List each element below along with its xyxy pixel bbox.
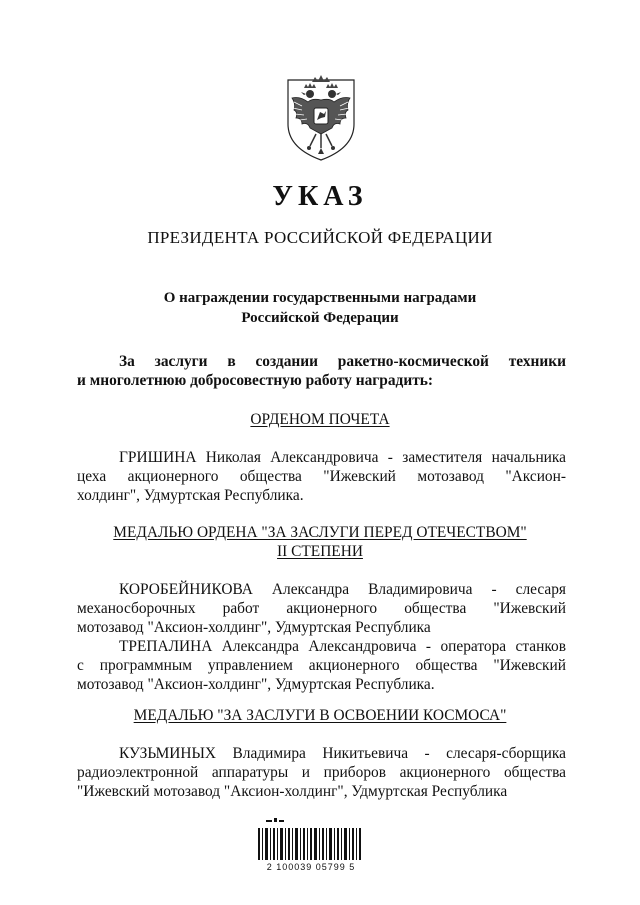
- award-title-text: МЕДАЛЬЮ "ЗА ЗАСЛУГИ В ОСВОЕНИИ КОСМОСА": [133, 707, 507, 724]
- barcode-number: 2 100039 05799 5: [246, 862, 376, 872]
- award-title-fatherland-medal: [60, 523, 580, 561]
- heading-line: О награждении государственными наградами: [163, 290, 477, 306]
- recipient-line: ТРЕПАЛИНА Александра Александровича - оператора станков: [119, 638, 566, 655]
- award-title-text: МЕДАЛЬЮ ОРДЕНА "ЗА ЗАСЛУГИ ПЕРЕД ОТЕЧЕСТВОМ": [113, 524, 527, 541]
- award-title-order-of-honor: [60, 410, 580, 429]
- recipient-line: ГРИШИНА Николая Александровича - заместителя начальника: [119, 449, 566, 466]
- intro-line: и многолетнюю добросовестную работу наградить:: [77, 372, 434, 389]
- recipient-line: с программным управлением акционерного общества "Ижевский: [77, 657, 566, 674]
- recipient-line: холдинг", Удмуртская Республика.: [77, 487, 304, 504]
- coat-of-arms-icon: [282, 72, 360, 162]
- heading-line: Российской Федерации: [241, 310, 399, 326]
- recipient-line: радиоэлектронной аппаратуры и приборов акционерного общества: [77, 764, 566, 781]
- decree-heading: [80, 288, 560, 328]
- recipient-line: мотозавод "Аксион-холдинг", Удмуртская Республика: [77, 619, 431, 636]
- intro-line: За заслуги в создании ракетно-космической техники: [119, 353, 566, 370]
- document-title: УКАЗ: [272, 181, 368, 212]
- recipient-line: мотозавод "Аксион-холдинг", Удмуртская Республика.: [77, 676, 435, 693]
- recipient-line: "Ижевский мотозавод "Аксион-холдинг", Удмуртская Республика: [77, 783, 508, 800]
- recipient-line: КОРОБЕЙНИКОВА Александра Владимировича - слесаря: [119, 581, 566, 598]
- recipient-line: механосборочных работ акционерного общества "Ижевский: [77, 600, 566, 617]
- award-title-text: II СТЕПЕНИ: [277, 543, 363, 560]
- recipient-line: цеха акционерного общества "Ижевский мотозавод "Аксион-: [77, 468, 566, 485]
- recipient-paragraph: [77, 448, 566, 505]
- award-title-space-medal: [60, 706, 580, 725]
- issuer-subtitle: ПРЕЗИДЕНТА РОССИЙСКОЙ ФЕДЕРАЦИИ: [147, 228, 493, 247]
- intro-paragraph: [77, 352, 566, 390]
- recipient-line: КУЗЬМИНЫХ Владимира Никитьевича - слесаря-сборщика: [119, 745, 566, 762]
- recipient-paragraph: [77, 637, 566, 694]
- recipient-paragraph: [77, 744, 566, 801]
- award-title-text: ОРДЕНОМ ПОЧЕТА: [250, 411, 390, 428]
- recipient-paragraph: [77, 580, 566, 637]
